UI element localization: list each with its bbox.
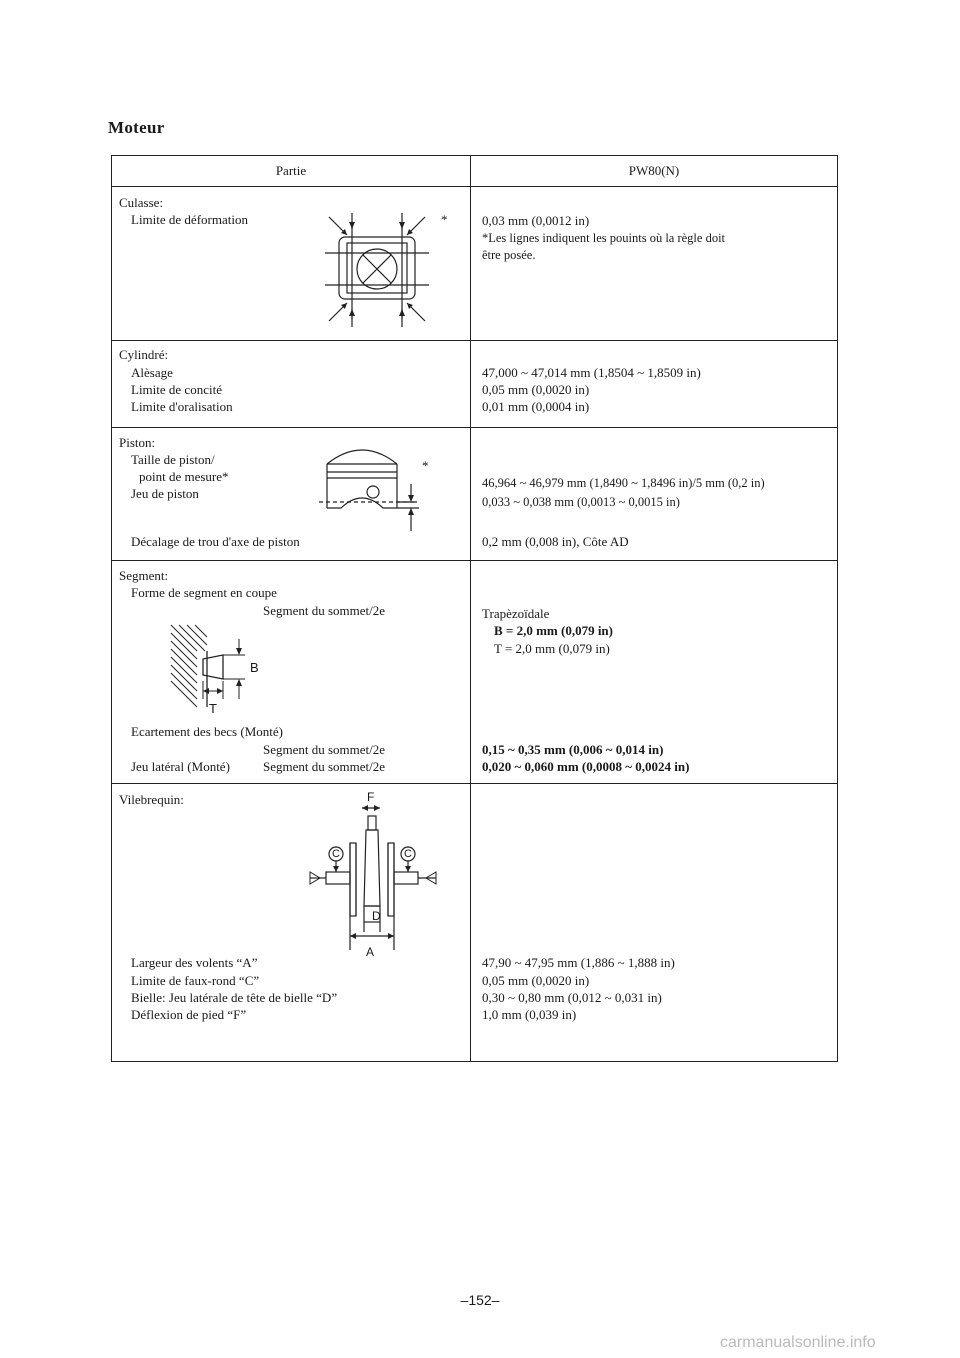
crank-label-c-left: C	[332, 848, 340, 860]
cylindre-heading: Cylindré:	[119, 347, 169, 362]
row-piston	[112, 427, 837, 560]
segment-label-b: B	[250, 660, 259, 675]
piston-item-jeu: Jeu de piston	[131, 486, 199, 501]
vilebrequin-value-bielle: 0,30 ~ 0,80 mm (0,012 ~ 0,031 in)	[482, 990, 662, 1005]
page-number: –152–	[460, 1292, 500, 1308]
piston-value-decalage: 0,2 mm (0,008 in), Côte AD	[482, 534, 629, 549]
piston-value-jeu: 0,033 ~ 0,038 mm (0,0013 ~ 0,0015 in)	[482, 495, 680, 509]
vilebrequin-heading: Vilebrequin:	[119, 792, 184, 807]
piston-heading: Piston:	[119, 435, 156, 450]
vilebrequin-item-bielle: Bielle: Jeu latérale de tête de bielle “D”	[131, 990, 338, 1005]
cylindre-item-oralisation: Limite d'oralisation	[131, 399, 233, 414]
segment-t-value: T = 2,0 mm (0,079 in)	[494, 641, 610, 656]
vilebrequin-value-deflexion: 1,0 mm (0,039 in)	[482, 1007, 577, 1022]
segment-jeu-value: 0,020 ~ 0,060 mm (0,0008 ~ 0,0024 in)	[482, 759, 690, 774]
cylindre-item-concite: Limite de concité	[131, 382, 222, 397]
segment-b-value: B = 2,0 mm (0,079 in)	[494, 623, 613, 638]
piston-item-point: point de mesure*	[139, 469, 229, 484]
segment-sommet-forme: Segment du sommet/2e	[263, 603, 386, 618]
watermark: carmanualsonline.info	[720, 1334, 876, 1351]
header-model: PW80(N)	[628, 163, 680, 178]
row-cylindre	[112, 340, 837, 427]
segment-type: Trapèzoïdale	[482, 606, 550, 621]
crank-label-d: D	[372, 909, 381, 923]
cylindre-item-alesage: Alèsage	[131, 365, 173, 380]
vilebrequin-item-deflexion: Déflexion de pied “F”	[131, 1007, 247, 1022]
culasse-heading: Culasse:	[119, 195, 164, 210]
segment-forme: Forme de segment en coupe	[131, 585, 277, 600]
row-segment	[112, 560, 837, 783]
culasse-note-line2: être posée.	[482, 248, 536, 262]
culasse-note-line1: *Les lignes indiquent les pouints où la règle doit	[482, 231, 726, 245]
crank-label-c-right: C	[404, 848, 412, 860]
spec-table	[111, 155, 838, 1062]
row-culasse	[112, 186, 837, 340]
row-vilebrequin	[112, 783, 837, 1061]
section-title: Moteur	[108, 118, 165, 137]
vilebrequin-item-fauxrond: Limite de faux-rond “C”	[131, 973, 260, 988]
piston-diagram	[307, 436, 442, 536]
crank-label-a: A	[366, 945, 375, 959]
piston-item-decalage: Décalage de trou d'axe de piston	[131, 534, 300, 549]
culasse-value: 0,03 mm (0,0012 in)	[482, 213, 590, 228]
cylindre-value-concite: 0,05 mm (0,0020 in)	[482, 382, 590, 397]
segment-ecart-value: 0,15 ~ 0,35 mm (0,006 ~ 0,014 in)	[482, 742, 664, 757]
segment-sommet-jeu: Segment du sommet/2e	[263, 759, 386, 774]
vilebrequin-item-largeur: Largeur des volents “A”	[131, 955, 258, 970]
header-partie: Partie	[112, 156, 471, 186]
segment-jeu: Jeu latéral (Monté)	[131, 759, 230, 774]
cylindre-value-alesage: 47,000 ~ 47,014 mm (1,8504 ~ 1,8509 in)	[482, 365, 701, 380]
culasse-item: Limite de déformation	[131, 212, 248, 227]
piston-item-taille: Taille de piston/	[131, 452, 215, 467]
piston-star: *	[422, 458, 429, 473]
segment-heading: Segment:	[119, 568, 169, 583]
vilebrequin-value-fauxrond: 0,05 mm (0,0020 in)	[482, 973, 590, 988]
cylinder-head-diagram	[307, 209, 447, 334]
vilebrequin-value-largeur: 47,90 ~ 47,95 mm (1,886 ~ 1,888 in)	[482, 955, 675, 970]
crankshaft-diagram	[290, 788, 460, 958]
segment-ecartement: Ecartement des becs (Monté)	[131, 724, 283, 739]
culasse-star: *	[441, 212, 448, 227]
segment-sommet-ecartement: Segment du sommet/2e	[263, 742, 386, 757]
segment-label-t: T	[209, 701, 217, 716]
crank-label-f: F	[367, 790, 375, 804]
piston-value-taille: 46,964 ~ 46,979 mm (1,8490 ~ 1,8496 in)/5 mm (0,2 in)	[482, 476, 765, 490]
table-header-row	[112, 156, 837, 186]
cylindre-value-oralisation: 0,01 mm (0,0004 in)	[482, 399, 590, 414]
